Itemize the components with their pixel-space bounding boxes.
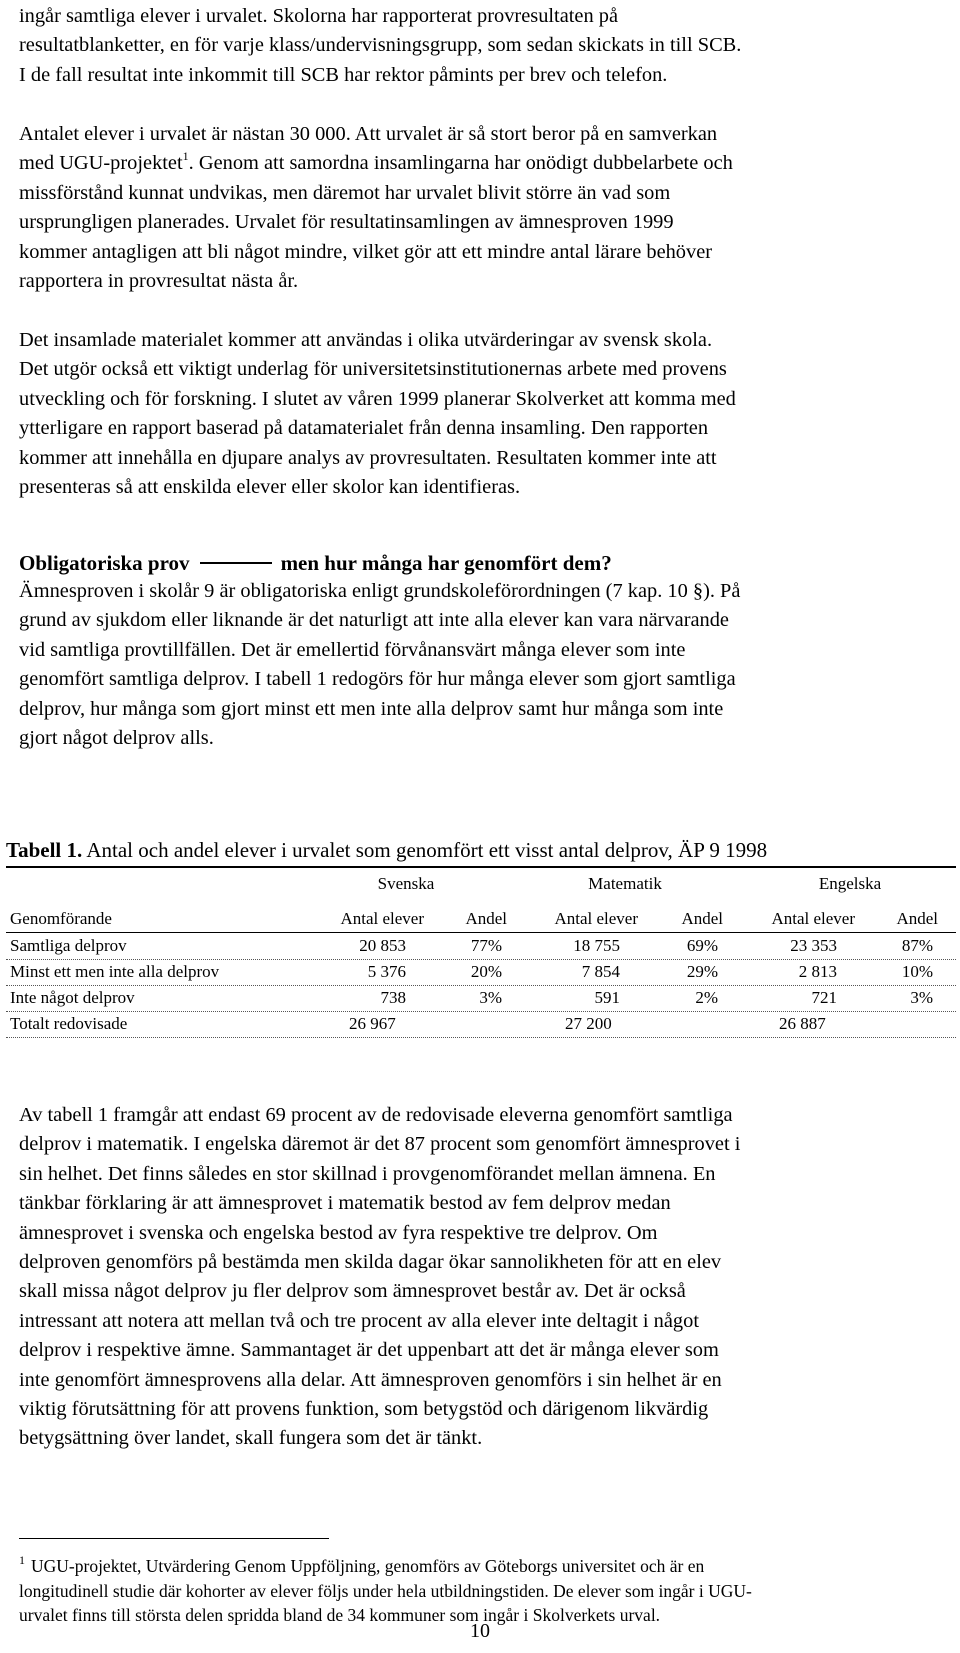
footnote-line: longitudinell studie där kohorter av elever följs under hela utbildningstiden. De elever som ingår i UGU- [19, 1580, 752, 1601]
text-line: missförstånd kunnat undvikas, men däremot har urvalet blivit större än vad som [19, 181, 671, 204]
cell-matematik-share: 2% [695, 988, 718, 1007]
text-line: delprov i matematik. I engelska däremot är det 87 procent som genomfört ämnesprovet i [19, 1133, 741, 1156]
cell-matematik-share: 29% [686, 962, 718, 981]
cell-engelska-total: 26 887 [779, 1014, 826, 1033]
text-line: resultatblanketter, en för varje klass/undervisningsgrupp, som sedan skickats in till SCB. [19, 34, 742, 57]
cell-svenska-share: 3% [479, 988, 502, 1007]
subject-header-engelska: Engelska [818, 874, 882, 893]
row-label: Totalt redovisade [10, 1014, 128, 1033]
row-label: Minst ett men inte alla delprov [10, 962, 220, 981]
cell-svenska-share: 77% [470, 936, 502, 955]
row-divider [6, 985, 956, 986]
heading-part: Obligatoriska prov [19, 551, 190, 575]
text-line: ämnesprovet i svenska och engelska bestod av fyra respektive tre delprov. Om [19, 1221, 658, 1244]
text-line: gjort något delprov alls. [19, 727, 214, 750]
table-top-rule [6, 866, 956, 868]
text-line: Det insamlade materialet kommer att användas i olika utvärderingar av svensk skola. [19, 329, 713, 351]
text-line: betygsättning över landet, skall fungera som det är tänkt. [19, 1427, 483, 1450]
text-line: tänkbar förklaring är att ämnesprovet i matematik bestod av fem delprov medan [19, 1192, 671, 1215]
text-line: viktig förutsättning för att provens funktion, som betygstöd och därigenom likvärdig [19, 1398, 709, 1421]
table-header-rule [6, 932, 956, 933]
subject-header-matematik: Matematik [588, 874, 662, 893]
text-line: genomfört samtliga delprov. I tabell 1 redogörs för hur många elever som gjort samtliga [19, 668, 736, 691]
cell-svenska-count: 738 [380, 988, 406, 1007]
text-segment: . Genom att samordna insamlingarna har onödigt dubbelarbete och [188, 152, 733, 175]
page-number: 10 [470, 1620, 490, 1642]
cell-matematik-total: 27 200 [565, 1014, 612, 1033]
text-line: ingår samtliga elever i urvalet. Skolorna har rapporterat provresultaten på [19, 5, 619, 27]
text-line: delproven genomförs på bestämda men skilda dagar ökar sannolikheten för att en elev [19, 1251, 722, 1274]
cell-engelska-count: 2 813 [798, 962, 837, 981]
text-line: grund av sjukdom eller liknande är det naturligt att inte alla elever kan vara närvarande [19, 609, 729, 632]
text-line: kommer att innehålla en djupare analys av provresultaten. Resultaten kommer inte att [19, 446, 717, 469]
text-line: Ämnesproven i skolår 9 är obligatoriska enligt grundskoleförordningen (7 kap. 10 §). På [19, 580, 741, 602]
text-line: ursprungligen planerades. Urvalet för resultatinsamlingen av ämnesproven 1999 [19, 211, 674, 234]
cell-matematik-count: 591 [594, 988, 620, 1007]
table-bottom-rule [6, 1037, 956, 1038]
text-line: inte genomfört ämnesprovens alla delar. Att ämnesproven genomförs i sin helhet är en [19, 1368, 722, 1391]
text-line: utveckling och för forskning. I slutet av våren 1999 planerar Skolverket att komma med [19, 387, 736, 410]
cell-engelska-count: 23 353 [790, 936, 837, 955]
cell-matematik-share: 69% [686, 936, 718, 955]
column-header-share: Andel [465, 909, 507, 928]
footnote-separator [19, 1538, 329, 1539]
paragraph-analysis [19, 1101, 944, 1454]
column-header-share: Andel [681, 909, 723, 928]
cell-svenska-share: 20% [470, 962, 502, 981]
footnote-reference: 1 [182, 149, 189, 164]
text-line [19, 149, 944, 178]
footnote-mark: 1 [19, 1553, 25, 1567]
row-label: Inte något delprov [10, 988, 135, 1007]
paragraph-mandatory-tests [19, 577, 944, 753]
text-line: sin helhet. Det finns således en stor skillnad i provgenomförandet mellan ämnena. En [19, 1162, 716, 1185]
column-header-count: Antal elever [771, 909, 855, 928]
table-caption [6, 838, 767, 863]
row-divider [6, 959, 956, 960]
table-caption-label: Tabell 1. [6, 838, 83, 862]
text-line: delprov, hur många som gjort minst ett men inte alla delprov samt hur många som inte [19, 697, 724, 720]
heading-part: men hur många har genomfört dem? [280, 551, 612, 575]
row-header-label: Genomförande [10, 909, 112, 928]
footnote [19, 1554, 944, 1628]
cell-engelska-count: 721 [811, 988, 837, 1007]
text-segment: med UGU-projektet [19, 152, 183, 175]
text-line: ytterligare en rapport baserad på datamaterialet från denna insamling. Den rapporten [19, 417, 709, 440]
column-header-count: Antal elever [340, 909, 424, 928]
cell-engelska-share: 87% [901, 936, 933, 955]
text-line: intressant att notera att mellan två och tre procent av alla elever inte deltagit i något [19, 1309, 699, 1332]
cell-svenska-total: 26 967 [349, 1014, 396, 1033]
column-header-share: Andel [896, 909, 938, 928]
table-caption-text: Antal och andel elever i urvalet som genomfört ett visst antal delprov, ÄP 9 1998 [86, 838, 768, 862]
paragraph-material-use [19, 326, 944, 502]
paragraph-sample-collection [19, 2, 944, 90]
text-line: rapportera in provresultat nästa år. [19, 270, 299, 293]
text-line: Det utgör också ett viktigt underlag för universitetsinstitutionernas arbete med provens [19, 358, 727, 381]
text-line: Av tabell 1 framgår att endast 69 procent av de redovisade eleverna genomfört samtliga [19, 1104, 733, 1126]
em-dash [200, 562, 272, 564]
footnote-line: urvalet finns till största delen spridda bland de 34 kommuner som ingår i Skolverkets urval. [19, 1605, 661, 1625]
text-line: Antalet elever i urvalet är nästan 30 000. Att urvalet är så stort beror på en samverkan [19, 123, 718, 145]
row-label: Samtliga delprov [10, 936, 127, 955]
cell-svenska-count: 20 853 [359, 936, 406, 955]
text-line: delprov i respektive ämne. Sammantaget är det uppenbart att det är många elever som [19, 1339, 719, 1362]
subject-header-svenska: Svenska [377, 874, 435, 893]
footnote-line [19, 1554, 944, 1579]
cell-matematik-count: 18 755 [573, 936, 620, 955]
cell-matematik-count: 7 854 [581, 962, 620, 981]
section-heading [19, 551, 612, 576]
cell-svenska-count: 5 376 [367, 962, 406, 981]
footnote-text: UGU-projektet, Utvärdering Genom Uppföljning, genomförs av Göteborgs universitet och är en [31, 1556, 705, 1576]
text-line: kommer antagligen att bli något mindre, vilket gör att ett mindre antal lärare behöver [19, 240, 713, 263]
text-line: vid samtliga provtillfällen. Det är emellertid förvånansvärt många elever som inte [19, 638, 686, 661]
text-line: presenteras så att enskilda elever eller skolor kan identifieras. [19, 476, 521, 499]
text-line: skall missa något delprov ju fler delprov som ämnesprovet består av. Det är också [19, 1280, 686, 1303]
cell-engelska-share: 10% [901, 962, 933, 981]
row-divider [6, 1011, 956, 1012]
column-header-count: Antal elever [554, 909, 638, 928]
text-line: I de fall resultat inte inkommit till SCB har rektor påmints per brev och telefon. [19, 63, 668, 86]
cell-engelska-share: 3% [910, 988, 933, 1007]
paragraph-sample-size [19, 120, 944, 296]
